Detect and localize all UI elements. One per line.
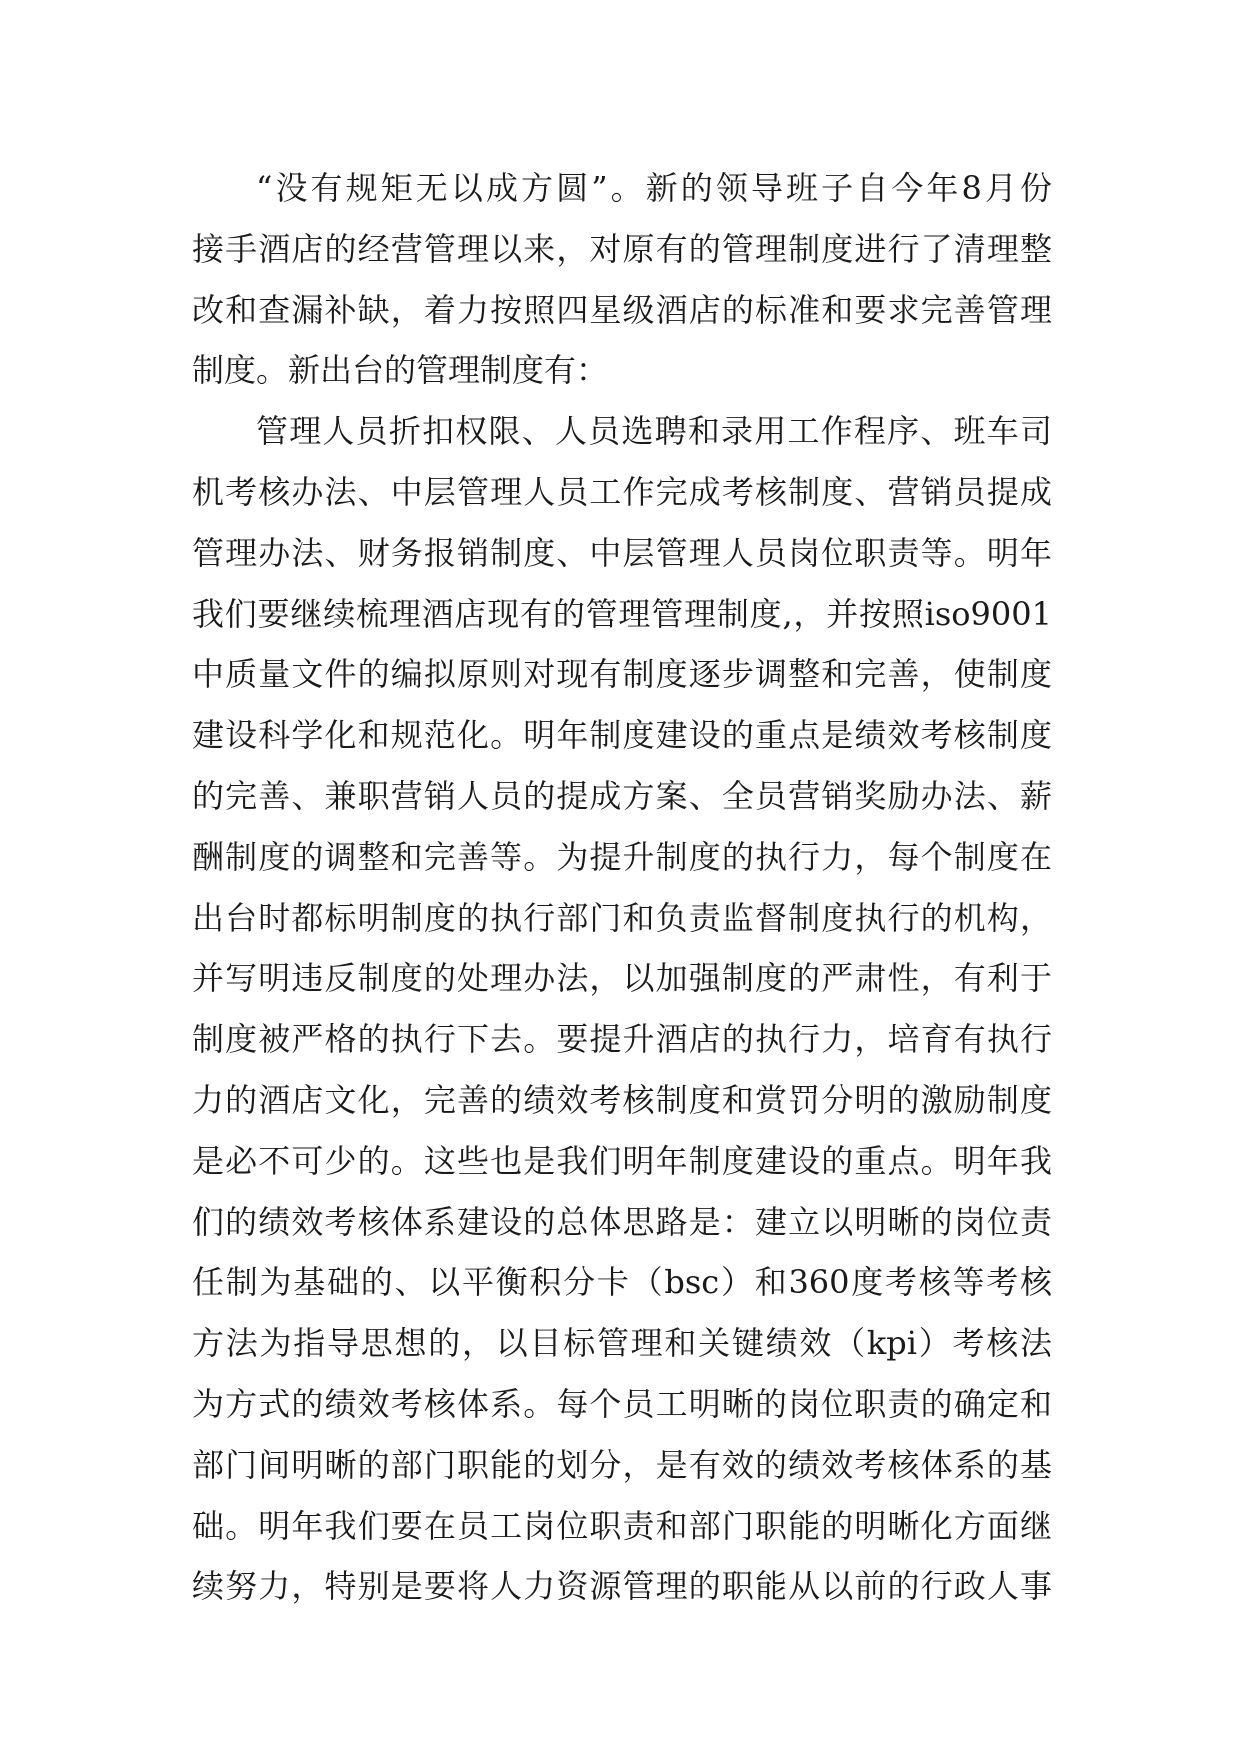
text-line: 酬制度的调整和完善等。为提升制度的执行力，每个制度在 xyxy=(192,837,1052,876)
text-line: 中质量文件的编拟原则对现有制度逐步调整和完善，使制度 xyxy=(192,655,1052,694)
text-line: 并写明违反制度的处理办法，以加强制度的严肃性，有利于 xyxy=(192,959,1052,998)
text-line: “没有规矩无以成方圆”。新的领导班子自今年8月份 xyxy=(256,169,1052,207)
text-line: 力的酒店文化，完善的绩效考核制度和赏罚分明的激励制度 xyxy=(192,1080,1052,1119)
document-body xyxy=(192,158,1052,1617)
text-line: 续努力，特别是要将人力资源管理的职能从以前的行政人事 xyxy=(192,1567,1052,1606)
text-line: 出台时都标明制度的执行部门和负责监督制度执行的机构， xyxy=(192,898,1052,937)
text-line: 础。明年我们要在员工岗位职责和部门职能的明晰化方面继 xyxy=(192,1506,1052,1545)
paragraph-1 xyxy=(192,158,1052,401)
text-line: 制度被严格的执行下去。要提升酒店的执行力，培育有执行 xyxy=(192,1020,1052,1059)
text-line: 机考核办法、中层管理人员工作完成考核制度、营销员提成 xyxy=(192,472,1052,511)
text-line: 为方式的绩效考核体系。每个员工明晰的岗位职责的确定和 xyxy=(192,1384,1052,1423)
text-line: 管理办法、财务报销制度、中层管理人员岗位职责等。明年 xyxy=(192,533,1052,572)
text-line: 改和查漏补缺，着力按照四星级酒店的标准和要求完善管理 xyxy=(192,290,1052,329)
text-line: 方法为指导思想的，以目标管理和关键绩效（kpi）考核法 xyxy=(192,1324,1052,1363)
text-line: 部门间明晰的部门职能的划分，是有效的绩效考核体系的基 xyxy=(192,1445,1052,1484)
text-line: 建设科学化和规范化。明年制度建设的重点是绩效考核制度 xyxy=(192,716,1052,755)
text-line: 任制为基础的、以平衡积分卡（bsc）和360度考核等考核 xyxy=(192,1263,1052,1302)
text-line: 管理人员折扣权限、人员选聘和录用工作程序、班车司 xyxy=(256,412,1052,451)
text-line: 的完善、兼职营销人员的提成方案、全员营销奖励办法、薪 xyxy=(192,776,1052,815)
text-line: 是必不可少的。这些也是我们明年制度建设的重点。明年我 xyxy=(192,1141,1052,1180)
text-line: 制度。新出台的管理制度有： xyxy=(192,351,609,390)
text-line: 我们要继续梳理酒店现有的管理管理制度,，并按照iso9001 xyxy=(192,594,1052,633)
text-line: 接手酒店的经营管理以来，对原有的管理制度进行了清理整 xyxy=(192,229,1052,268)
paragraph-2 xyxy=(192,401,1052,1617)
text-line: 们的绩效考核体系建设的总体思路是：建立以明晰的岗位责 xyxy=(192,1202,1052,1241)
